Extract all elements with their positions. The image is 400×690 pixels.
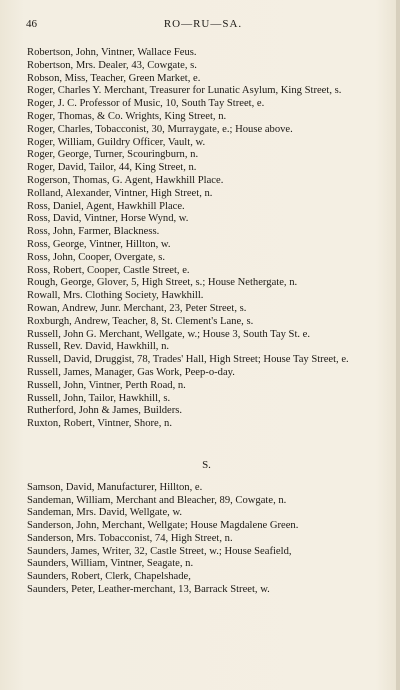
directory-entries	[27, 47, 386, 597]
directory-entry: Saunders, Robert, Clerk, Chapelshade,	[27, 571, 191, 583]
directory-entry: Roger, J. C. Professor of Music, 10, South Tay Street, e.	[27, 98, 265, 110]
directory-entry: Robson, Miss, Teacher, Green Market, e.	[27, 72, 201, 84]
directory-entry: Roger, Charles, Tobacconist, 30, Murraygate, e.; House above.	[27, 123, 293, 135]
directory-entry: Saunders, James, Writer, 32, Castle Street, w.; House Seafield,	[27, 545, 292, 557]
page-edge	[396, 0, 400, 690]
directory-entry: Rowall, Mrs. Clothing Society, Hawkhill.	[27, 290, 204, 302]
directory-entry: Rogerson, Thomas, G. Agent, Hawkhill Place.	[27, 174, 224, 186]
directory-entry: Russell, John G. Merchant, Wellgate, w.; House 3, South Tay St. e.	[27, 328, 311, 340]
directory-entry: Rolland, Alexander, Vintner, High Street, n.	[27, 187, 213, 199]
directory-entry: Roger, George, Turner, Scouringburn, n.	[27, 149, 199, 161]
directory-entry: Russell, John, Vintner, Perth Road, n.	[27, 379, 186, 391]
directory-entry: Rowan, Andrew, Junr. Merchant, 23, Peter Street, s.	[27, 302, 247, 314]
directory-entry: Robertson, John, Vintner, Wallace Feus.	[27, 47, 197, 58]
section-letter-s: S.	[202, 458, 211, 471]
directory-entry: Russell, James, Manager, Gas Work, Peep-o-day.	[27, 366, 235, 378]
entries-r-list	[27, 47, 386, 431]
directory-entry: Ross, George, Vintner, Hillton, w.	[27, 238, 171, 250]
directory-entry: Ruxton, Robert, Vintner, Shore, n.	[27, 418, 172, 430]
directory-entry: Sandeman, William, Merchant and Bleacher, 89, Cowgate, n.	[27, 494, 287, 506]
directory-entry: Russell, Rev. David, Hawkhill, n.	[27, 341, 170, 353]
directory-entry: Ross, Daniel, Agent, Hawkhill Place.	[27, 200, 185, 212]
directory-entry: Sanderson, John, Merchant, Wellgate; House Magdalene Green.	[27, 520, 299, 532]
directory-entry: Ross, Robert, Cooper, Castle Street, e.	[27, 264, 190, 276]
directory-entry: Saunders, William, Vintner, Seagate, n.	[27, 558, 194, 570]
entries-s-list	[27, 482, 386, 597]
directory-entry: Russell, John, Tailor, Hawkhill, s.	[27, 392, 171, 404]
running-head: RO—RU—SA.	[163, 18, 243, 30]
directory-entry: Rough, George, Glover, 5, High Street, s.; House Nethergate, n.	[27, 277, 298, 289]
page-header	[26, 18, 380, 34]
directory-entry: Sandeman, Mrs. David, Wellgate, w.	[27, 507, 183, 519]
directory-entry: Russell, David, Druggist, 78, Trades' Hall, High Street; House Tay Street, e.	[27, 354, 349, 366]
directory-entry: Ross, John, Farmer, Blackness.	[27, 226, 160, 238]
directory-entry: Roger, David, Tailor, 44, King Street, n.	[27, 162, 197, 174]
directory-entry: Roger, Thomas, & Co. Wrights, King Street, n.	[27, 110, 227, 122]
directory-entry: Roger, William, Guildry Officer, Vault, w.	[27, 136, 206, 148]
directory-entry: Samson, David, Manufacturer, Hillton, e.	[27, 481, 203, 493]
directory-entry: Sanderson, Mrs. Tobacconist, 74, High Street, n.	[27, 532, 233, 544]
directory-entry: Robertson, Mrs. Dealer, 43, Cowgate, s.	[27, 59, 197, 71]
directory-entry: Saunders, Peter, Leather-merchant, 13, Barrack Street, w.	[27, 584, 270, 596]
page-number: 46	[26, 18, 37, 30]
directory-entry: Roxburgh, Andrew, Teacher, 8, St. Clement's Lane, s.	[27, 315, 254, 327]
directory-entry: Roger, Charles Y. Merchant, Treasurer for Lunatic Asylum, King Street, s.	[27, 85, 342, 97]
directory-entry: Rutherford, John & James, Builders.	[27, 405, 183, 417]
directory-entry: Ross, David, Vintner, Horse Wynd, w.	[27, 213, 189, 225]
directory-entry: Ross, John, Cooper, Overgate, s.	[27, 251, 165, 263]
